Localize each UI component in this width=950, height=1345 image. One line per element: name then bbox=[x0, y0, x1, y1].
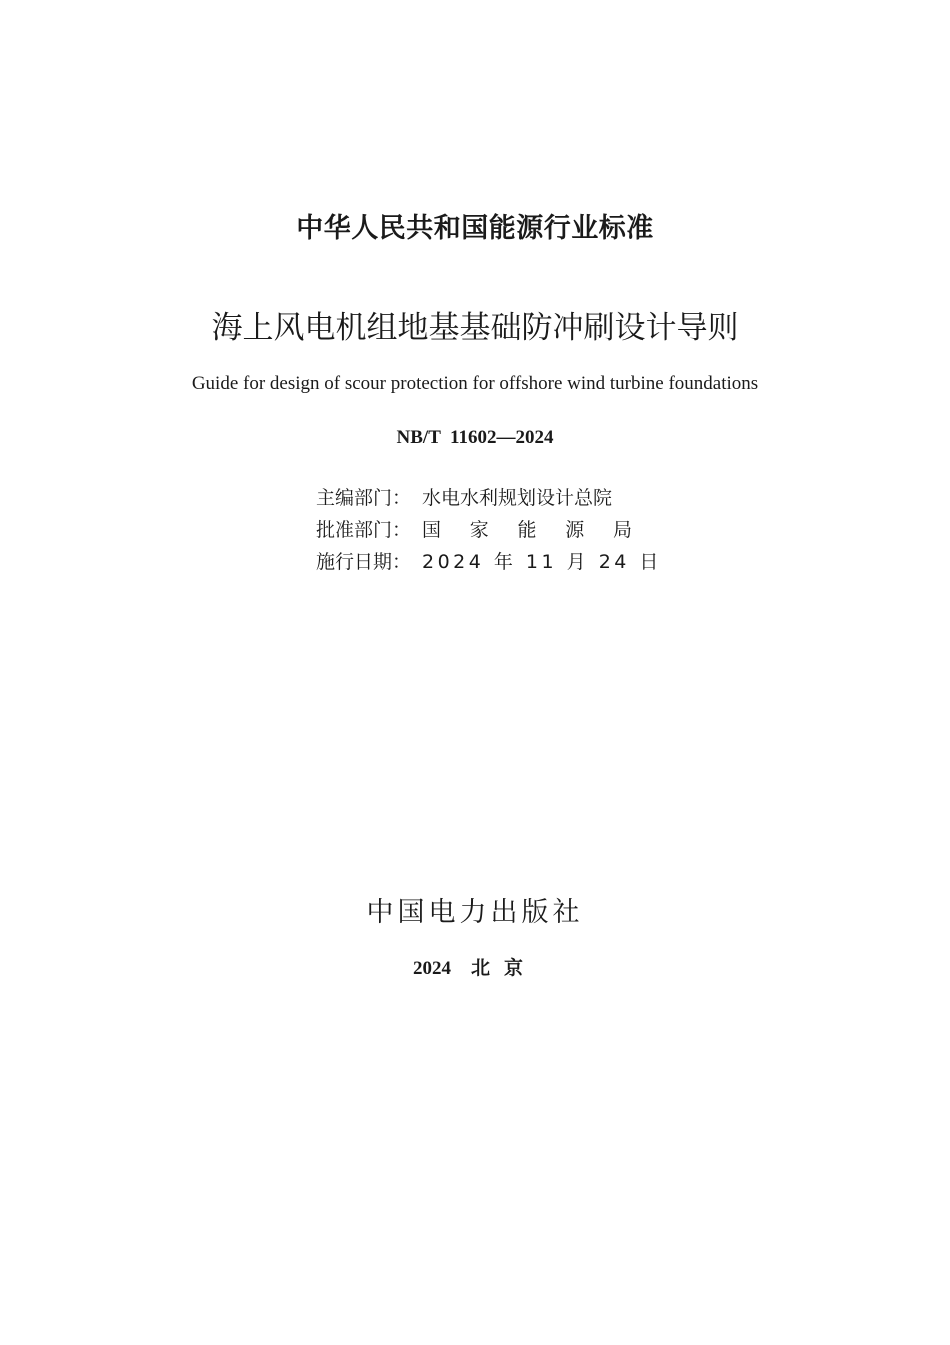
editor-label: 主编部门： bbox=[316, 487, 412, 509]
effective-date-value: 2024 年 11 月 24 日 bbox=[422, 551, 662, 573]
editor-value: 水电水利规划设计总院 bbox=[422, 487, 613, 509]
approver-char: 源 bbox=[565, 519, 585, 541]
english-title: Guide for design of scour protection for offshore wind turbine foundations bbox=[191, 373, 759, 394]
approver-char: 能 bbox=[517, 519, 537, 541]
publication-city: 北京 bbox=[470, 957, 537, 979]
standard-prefix: NB/T bbox=[396, 427, 441, 448]
standard-code bbox=[0, 427, 950, 449]
standard-number: 11602—2024 bbox=[450, 427, 554, 448]
approver-value bbox=[422, 514, 632, 546]
industry-standard-heading: 中华人民共和国能源行业标准 bbox=[296, 213, 654, 244]
effective-date-row bbox=[316, 546, 662, 578]
approver-label: 批准部门： bbox=[316, 519, 412, 541]
editor-row bbox=[316, 482, 662, 514]
approver-char: 局 bbox=[612, 519, 632, 541]
publisher-name: 中国电力出版社 bbox=[366, 897, 584, 928]
publication-info bbox=[316, 482, 662, 578]
approver-char: 家 bbox=[469, 519, 489, 541]
publication-year: 2024 bbox=[412, 958, 451, 979]
effective-date-label: 施行日期： bbox=[316, 551, 412, 573]
approver-char: 国 bbox=[422, 519, 442, 541]
chinese-title: 海上风电机组地基基础防冲刷设计导则 bbox=[211, 310, 739, 346]
publication-place bbox=[0, 953, 950, 980]
approver-row bbox=[316, 514, 662, 546]
